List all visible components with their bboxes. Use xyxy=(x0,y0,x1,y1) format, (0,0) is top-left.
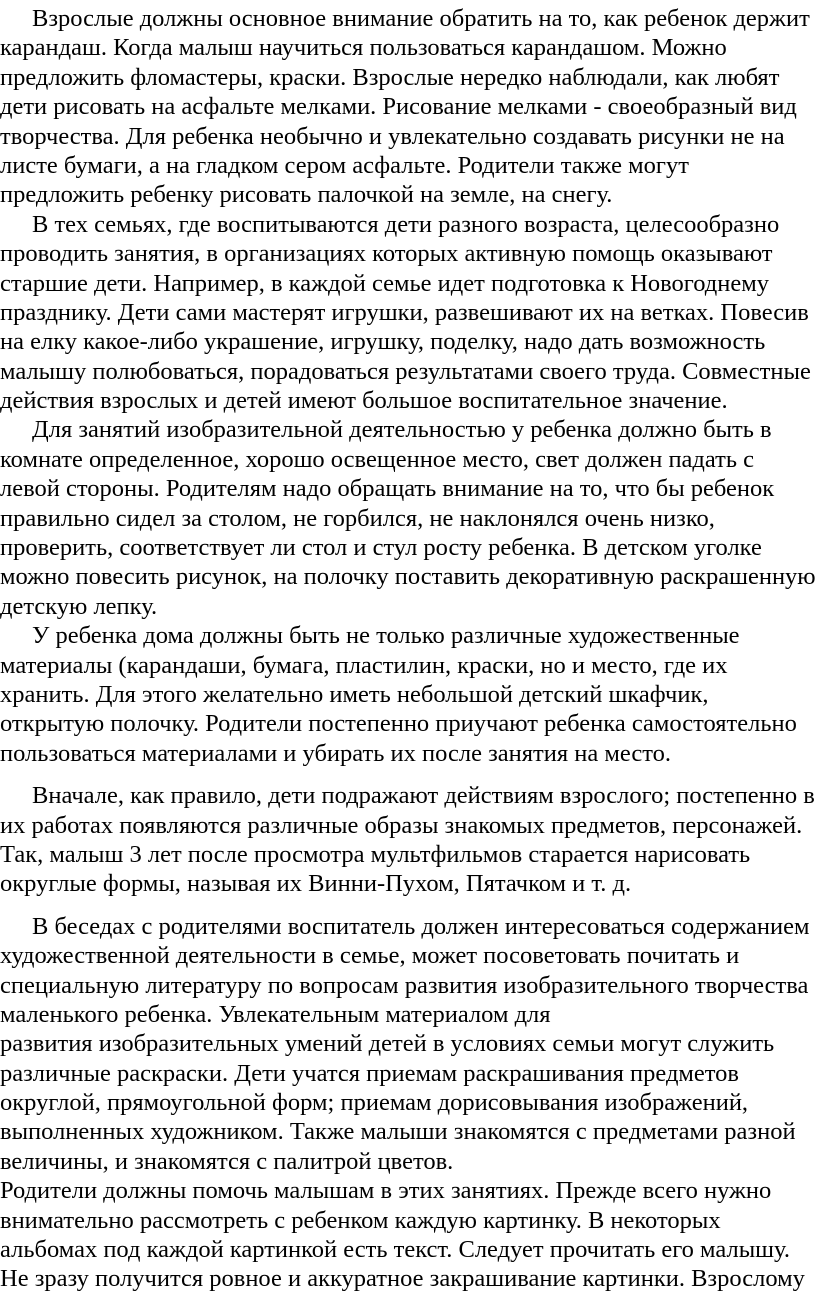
text-line: творчества. Для ребенка необычно и увлекательно создавать рисунки не на xyxy=(0,122,785,150)
text-line: дети рисовать на асфальте мелками. Рисование мелками - своеобразный вид xyxy=(0,93,797,121)
text-line: комнате определенное, хорошо освещенное место, свет должен падать с xyxy=(0,445,755,473)
text-line: старшие дети. Например, в каждой семье идет подготовка к Новогоднему xyxy=(0,269,769,297)
text-line: малышу полюбоваться, порадоваться результатами своего труда. Совместные xyxy=(0,357,811,385)
paragraph-2 xyxy=(0,210,816,416)
text-line: различные раскраски. Дети учатся приемам раскрашивания предметов xyxy=(0,1059,739,1087)
text-line: художественной деятельности в семье, может посоветовать почитать и xyxy=(0,942,740,970)
text-line: Родители должны помочь малышам в этих занятиях. Прежде всего нужно xyxy=(0,1177,772,1205)
paragraph-spacer xyxy=(0,899,816,912)
paragraph-5 xyxy=(0,781,816,899)
text-line: внимательно рассмотреть с ребенком каждую картинку. В некоторых xyxy=(0,1206,721,1234)
text-line: листе бумаги, а на гладком сером асфальте. Родители также могут xyxy=(0,151,689,179)
text-line: карандаш. Когда малыш научиться пользоваться карандашом. Можно xyxy=(0,34,727,62)
paragraph-spacer xyxy=(0,768,816,781)
text-line: празднику. Дети сами мастерят игрушки, развешивают их на ветках. Повесив xyxy=(0,298,809,326)
text-line: действия взрослых и детей имеют большое воспитательное значение. xyxy=(0,387,728,415)
text-line: округлой, прямоугольной форм; приемам дорисовывания изображений, xyxy=(0,1089,749,1117)
text-line: материалы (карандаши, бумага, пластилин, краски, но и место, где их xyxy=(0,651,728,679)
text-line: Взрослые должны основное внимание обратить на то, как ребенок держит xyxy=(32,5,810,32)
text-line: левой стороны. Родителям надо обращать внимание на то, что бы ребенок xyxy=(0,475,775,503)
text-line: В беседах с родителями воспитатель должен интересоваться содержанием xyxy=(32,912,810,940)
text-line: детскую лепку. xyxy=(0,592,158,620)
text-line: предложить ребенку рисовать палочкой на земле, на снегу. xyxy=(0,181,613,209)
text-line: пользоваться материалами и убирать их после занятия на место. xyxy=(0,739,671,767)
text-line: на елку какое-либо украшение, игрушку, поделку, надо дать возможность xyxy=(0,328,766,356)
text-line: маленького ребенка. Увлекательным материалом для xyxy=(0,1000,551,1028)
text-line: проверить, соответствует ли стол и стул росту ребенка. В детском уголке xyxy=(0,534,762,562)
text-line: величины, и знакомятся с палитрой цветов. xyxy=(0,1147,454,1175)
paragraph-6 xyxy=(0,912,816,1177)
text-line: В тех семьях, где воспитываются дети разного возраста, целесообразно xyxy=(32,210,780,238)
text-line: Так, малыш 3 лет после просмотра мультфильмов старается нарисовать xyxy=(0,840,751,868)
text-line: открытую полочку. Родители постепенно приучают ребенка самостоятельно xyxy=(0,710,797,738)
text-line: можно повесить рисунок, на полочку поставить декоративную раскрашенную xyxy=(0,563,816,591)
paragraph-1 xyxy=(0,4,816,210)
text-line: их работах появляются различные образы знакомых предметов, персонажей. xyxy=(0,811,803,839)
text-line: развития изобразительных умений детей в условиях семьи могут служить xyxy=(0,1030,775,1058)
paragraph-4 xyxy=(0,621,816,768)
paragraph-3 xyxy=(0,415,816,621)
text-line: выполненных художником. Также малыши знакомятся с предметами разной xyxy=(0,1118,796,1146)
text-line: альбомах под каждой картинкой есть текст. Следует прочитать его малышу. xyxy=(0,1236,790,1264)
text-line: Вначале, как правило, дети подражают действиям взрослого; постепенно в xyxy=(32,782,815,810)
text-line: У ребенка дома должны быть не только различные художественные xyxy=(32,622,740,650)
text-line: хранить. Для этого желательно иметь небольшой детский шкафчик, xyxy=(0,680,709,708)
paragraph-7 xyxy=(0,1176,816,1294)
text-line: округлые формы, называя их Винни-Пухом, Пятачком и т. д. xyxy=(0,870,632,898)
text-line: специальную литературу по вопросам развития изобразительного творчества xyxy=(0,971,809,999)
text-line: Для занятий изобразительной деятельностью у ребенка должно быть в xyxy=(32,416,772,444)
text-line: предложить фломастеры, краски. Взрослые нередко наблюдали, как любят xyxy=(0,63,780,91)
text-line: проводить занятия, в организациях которых активную помощь оказывают xyxy=(0,240,773,268)
text-line: правильно сидел за столом, не горбился, не наклонялся очень низко, xyxy=(0,504,715,532)
text-line: Не зразу получится ровное и аккуратное закрашивание картинки. Взрослому xyxy=(0,1265,805,1293)
